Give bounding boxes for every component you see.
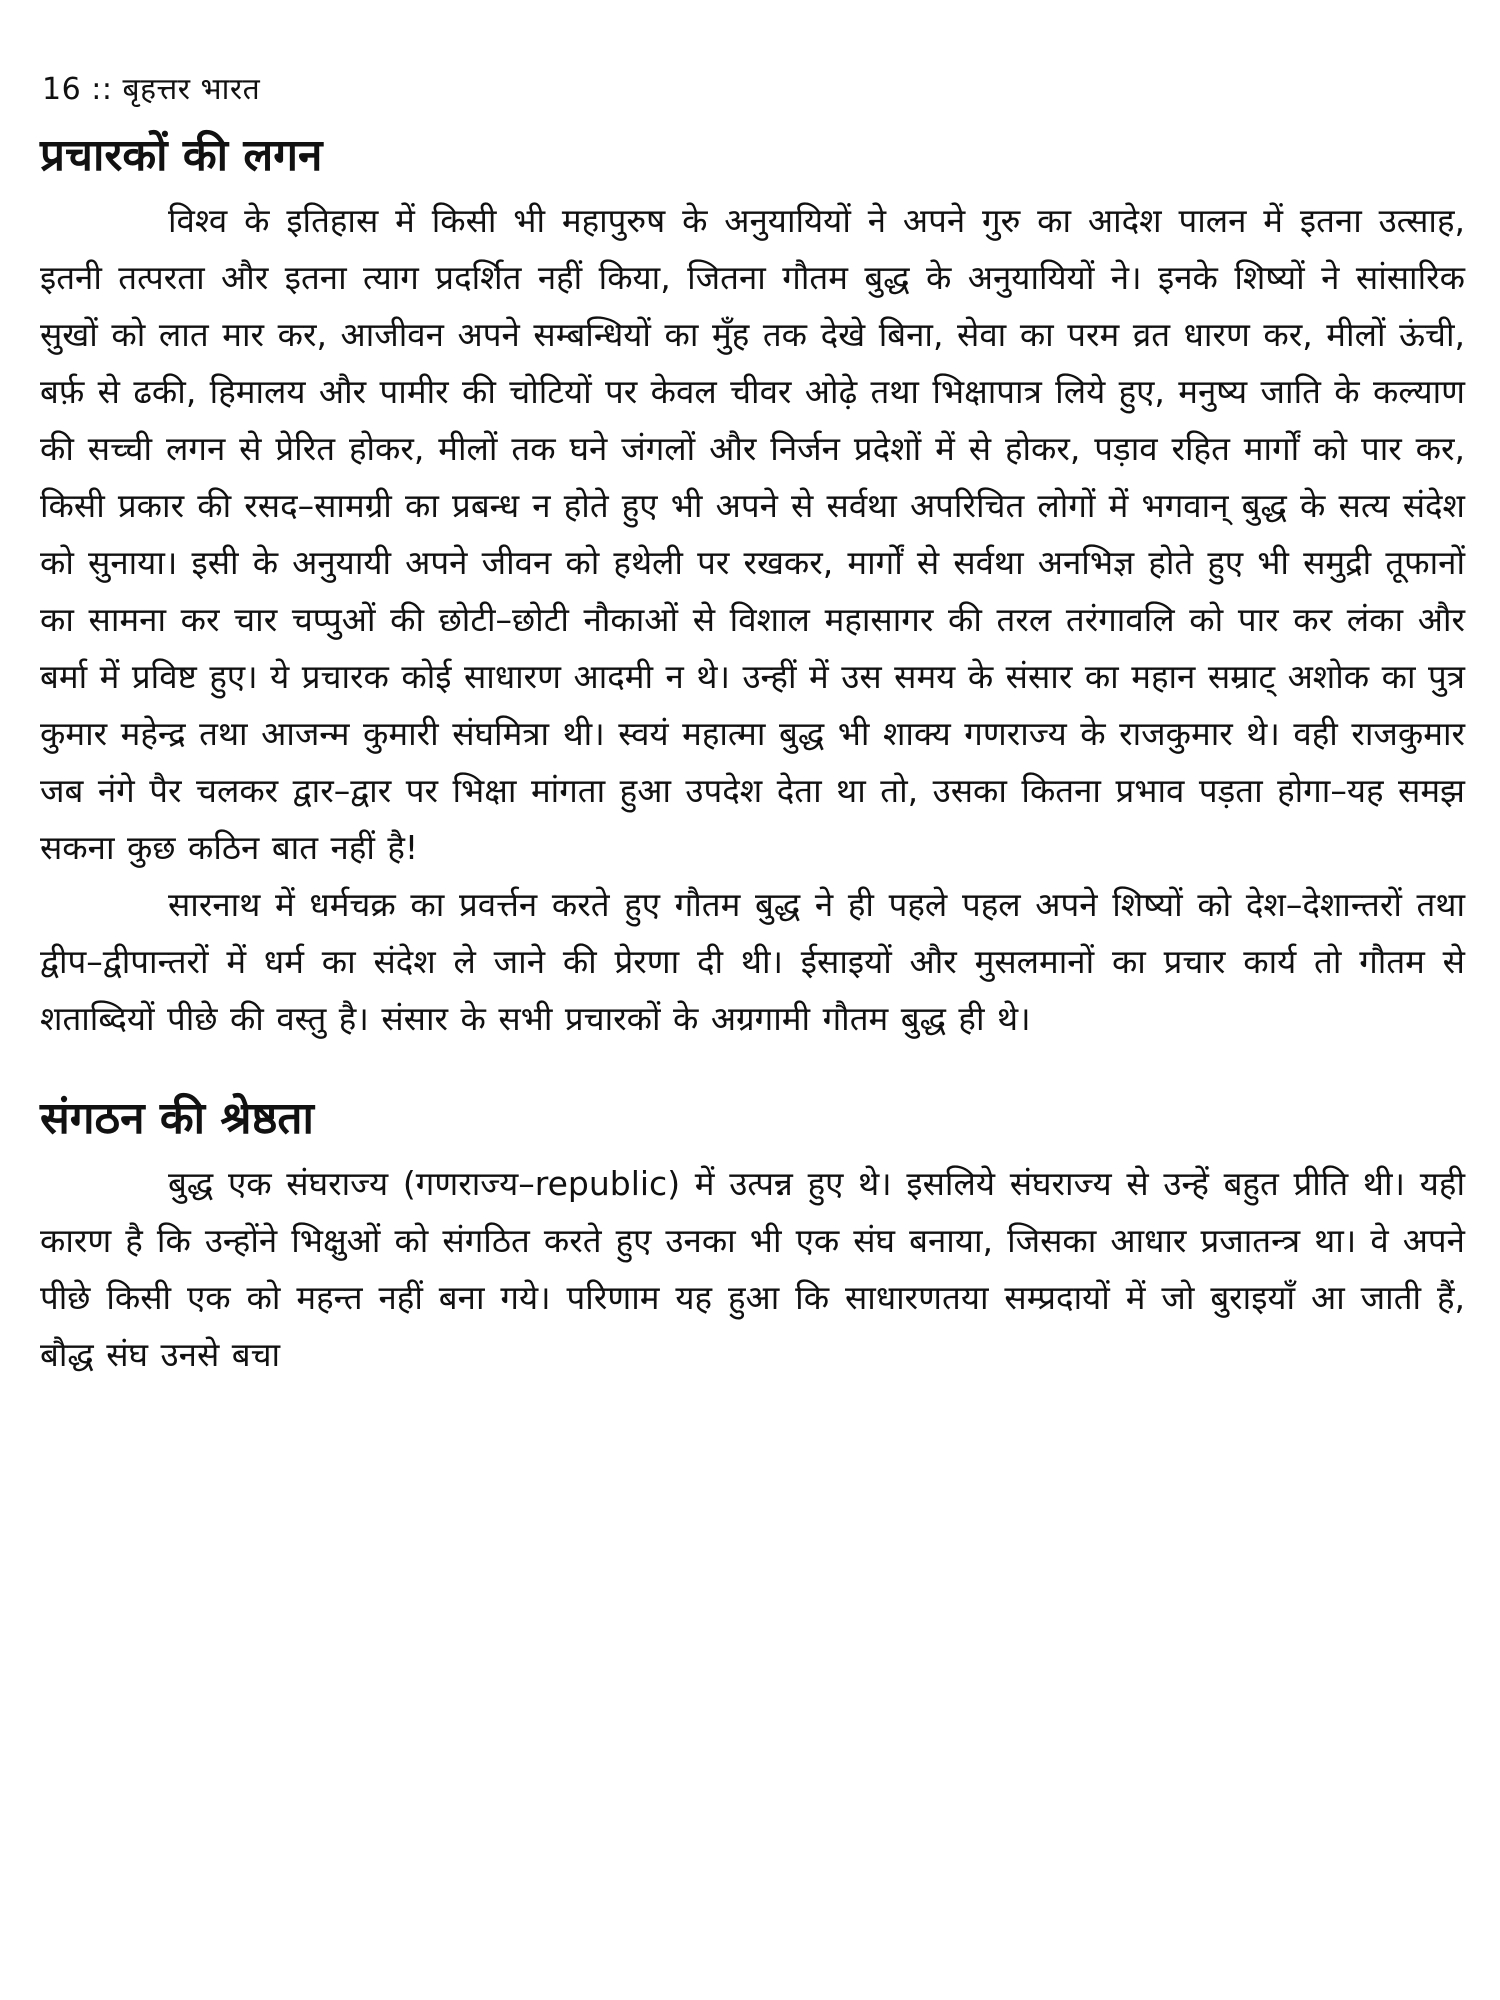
running-head: 16 :: बृहत्तर भारत	[42, 72, 261, 107]
paragraph: सारनाथ में धर्मचक्र का प्रवर्त्तन करते हुए गौतम बुद्ध ने ही पहले पहल अपने शिष्यों को देश–देशान्तरों तथा द्वीप–द्वीपान्तरों में धर्म का संदेश ले जाने की प्रेरणा दी थी। ईसाइयों और मुसलमानों का प्रचार कार्य तो गौतम से शताब्दियों पीछे की वस्तु है। संसार के सभी प्रचारकों के अग्रगामी गौतम बुद्ध ही थे।	[40, 885, 1465, 1038]
section-heading-preachers-devotion: प्रचारकों की लगन	[40, 130, 323, 181]
paragraph: बुद्ध एक संघराज्य (गणराज्य–republic) में उत्पन्न हुए थे। इसलिये संघराज्य से उन्हें बहुत प्रीति थी। यही कारण है कि उन्होंने भिक्षुओं को संगठित करते हुए उनका भी एक संघ बनाया, जिसका आधार प्रजातन्त्र था। वे अपने पीछे किसी एक को महन्त नहीं बना गये। परिणाम यह हुआ कि साधारणतया सम्प्रदायों में जो बुराइयाँ आ जाती हैं, बौद्ध संघ उनसे बचा	[40, 1164, 1465, 1374]
paragraph: विश्व के इतिहास में किसी भी महापुरुष के अनुयायियों ने अपने गुरु का आदेश पालन में इतना उत्साह, इतनी तत्परता और इतना त्याग प्रदर्शित नहीं किया, जितना गौतम बुद्ध के अनुयायियों ने। इनके शिष्यों ने सांसारिक सुखों को लात मार कर, आजीवन अपने सम्बन्धियों का मुँह तक देखे बिना, सेवा का परम व्रत धारण कर, मीलों ऊंची, बर्फ़ से ढकी, हिमालय और पामीर की चोटियों पर केवल चीवर ओढ़े तथा भिक्षापात्र लिये हुए, मनुष्य जाति के कल्याण की सच्ची लगन से प्रेरित होकर, मीलों तक घने जंगलों और निर्जन प्रदेशों में से होकर, पड़ाव रहित मार्गों को पार कर, किसी प्रकार की रसद–सामग्री का प्रबन्ध न होते हुए भी अपने से सर्वथा अपरिचित लोगों में भगवान् बुद्ध के सत्य संदेश को सुनाया। इसी के अनुयायी अपने जीवन को हथेली पर रखकर, मार्गों से सर्वथा अनभिज्ञ होते हुए भी समुद्री तूफानों का सामना कर चार चप्पुओं की छोटी–छोटी नौकाओं से विशाल महासागर की तरल तरंगावलि को पार कर लंका और बर्मा में प्रविष्ट हुए। ये प्रचारक कोई साधारण आदमी न थे। उन्हीं में उस समय के संसार का महान सम्राट् अशोक का पुत्र कुमार महेन्द्र तथा आजन्म कुमारी संघमित्रा थी। स्वयं महात्मा बुद्ध भी शाक्य गणराज्य के राजकुमार थे। वही राजकुमार जब नंगे पैर चलकर द्वार–द्वार पर भिक्षा मांगता हुआ उपदेश देता था तो, उसका कितना प्रभाव पड़ता होगा–यह समझ सकना कुछ कठिन बात नहीं है!	[40, 201, 1465, 867]
section-heading-organization-excellence: संगठन की श्रेष्ठता	[40, 1093, 314, 1144]
book-page	[40, 70, 1465, 1383]
